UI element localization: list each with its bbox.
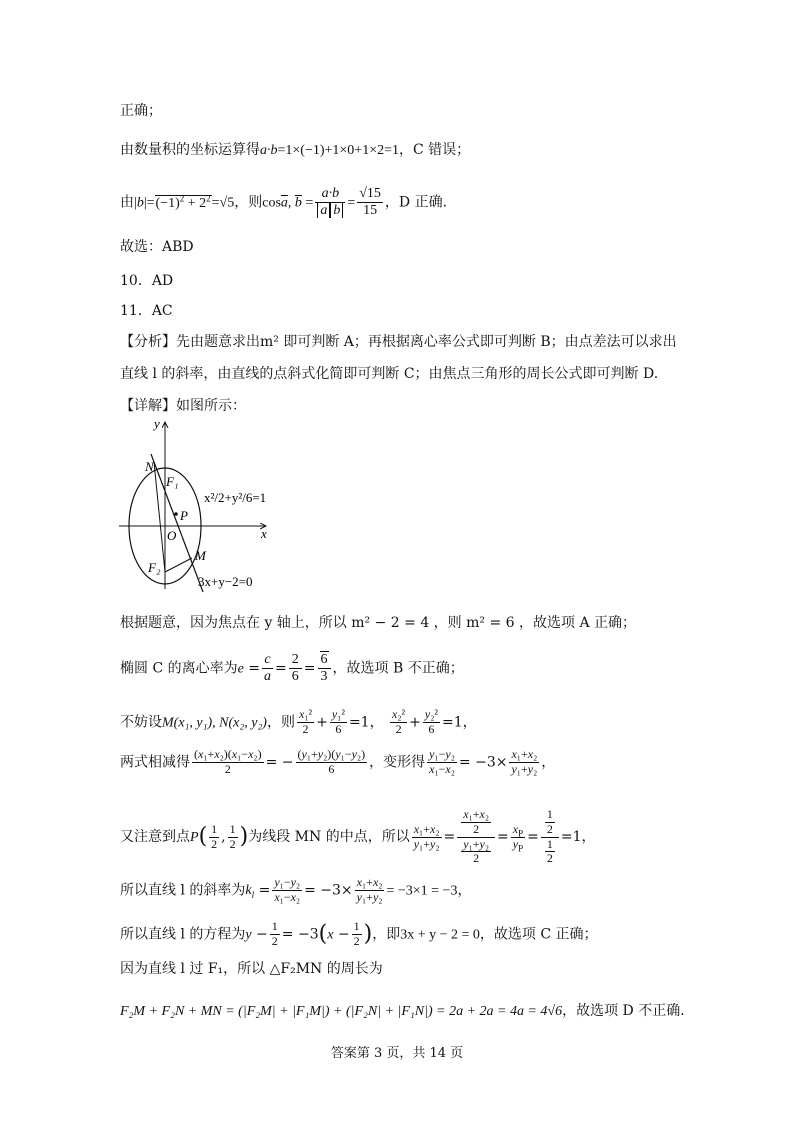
detail-heading: 【详解】如图所示： — [120, 398, 246, 414]
label-y: y — [154, 416, 160, 431]
step-midpoint: 又注意到点P( $\frac{1}{2}$ , $\frac{1}{2}$ )为线段 MN 的中点，所以 $\frac{\text{x₁+x₂}}{\text{y₁+y₂}}$ = $\frac{\frac{\text{x₁+x₂}}{2}}{\frac{\text{y₁+y₂}}{2}}$ = $\frac{x_P}{y_P}$ = $\frac{\frac{1}{2}}{\frac{1}{2}}$ =1， — [120, 807, 596, 866]
step-perimeter — [120, 1004, 685, 1019]
step-subtract-prefix: 两式相减得 — [120, 754, 190, 771]
answer-11: 11．AC — [120, 303, 173, 319]
step-slope: 所以直线 l 的斜率为$k_l$ = $\frac{\text{y₁−y₂}}{\text{x₁−x₂}}$ = −3× $\frac{\text{x₁+x₂}}{\text{y₁+y₂}}$ = −3×1 = −3， — [120, 875, 472, 904]
step-slope-expr: = −3×1 = −3 — [386, 883, 458, 899]
step-subtract-mid: ，变形得 — [369, 754, 426, 771]
analysis-line-1: 【分析】先由题意求出m² 即可判断 A；再根据离心率公式即可判断 B；由点差法可以求出 — [120, 334, 677, 350]
label-f2: F₂ — [148, 560, 161, 575]
point-p — [174, 512, 178, 516]
choice-line: 故选：ABD — [120, 239, 194, 255]
answer-10: 10．AD — [120, 273, 174, 289]
dot-product-vectors: a·b — [260, 143, 278, 158]
step-line-mid: ，即 — [372, 926, 401, 943]
step-set: 不妨设M(x₁, y₁), N(x₂, y₂)，则 $\frac{\text{x₁²}}{2}$ + $\frac{\text{y₁²}}{6}$ =1， $\frac{\text{x₂²}}{2}$ + $\frac{\text{y₂²}}{6}$ =1， — [120, 707, 477, 736]
norm-mid: ，则 — [234, 194, 263, 211]
dot-product-line — [120, 143, 470, 158]
cos-expr: $\cos\overline{a}$, $\overline{b}$ = — [262, 195, 314, 211]
step-set-prefix: 不妨设 — [120, 714, 162, 731]
norm-suffix: ，D 正确. — [384, 194, 448, 211]
ellipse-figure — [114, 414, 284, 594]
norm-b: $|b|=(-1)^2 + 2^2$ — [134, 192, 211, 211]
label-f1: F₁ — [166, 474, 179, 489]
page-footer: 答案第 3 页，共 14 页 — [330, 1046, 464, 1061]
dot-product-expr: =1×(−1)+1×0+1×2=1 — [277, 143, 399, 158]
step-line: 所以直线 l 的方程为y − $\frac{1}{2}$ = −3(x − $\frac{1}{2}$ )，即3x + y − 2 = 0，故选项 C 正确； — [120, 919, 598, 948]
step-slope-prefix: 所以直线 l 的斜率为 — [120, 882, 246, 899]
step-a: 根据题意，因为焦点在 y 轴上，所以 m² − 2 = 4 ，则 m² = 6 ，故选项 A 正确； — [120, 615, 637, 631]
label-p: P — [180, 508, 188, 523]
segment-f2-n — [154, 462, 165, 572]
step-perimeter-suffix: ，故选项 D 不正确. — [562, 1003, 685, 1019]
step-perimeter-expr: F₂M + F₂N + MN = (|F₂M| + |F₁M|) + (|F₂N| + |F₁N|) = 2a + 2a = 4a = 4√6 — [120, 1004, 563, 1019]
step-line-prefix: 所以直线 l 的方程为 — [120, 926, 246, 943]
dot-product-prefix: 由数量积的坐标运算得 — [120, 142, 260, 158]
analysis-line-2: 直线 l 的斜率，由直线的点斜式化简即可判断 C；由焦点三角形的周长公式即可判断 D. — [120, 366, 659, 382]
step-line-eq: 3x + y − 2 = 0 — [400, 927, 480, 943]
norm-prefix: 由 — [120, 194, 134, 211]
label-m: M — [195, 548, 206, 563]
cos-fraction: $\frac{a\cdot b}{\overline{a} \overline{b}}$ — [315, 186, 345, 219]
step-mid-prefix: 又注意到点 — [120, 829, 190, 846]
step-set-mid: ，则 — [266, 714, 295, 731]
step-subtract: 两式相减得 $\frac{\text{(x₁+x₂)(x₁−x₂)}}{2}$ = − $\frac{\text{(y₁+y₂)(y₁−y₂)}}{6}$ ，变形得 $\frac{\text{y₁−y₂}}{\text{x₁−x₂}}$ = −3× $\frac{\text{x₁+x₂}}{\text{y₁+y₂}}$ ， — [120, 747, 556, 776]
step-mid-mid: 为线段 MN 的中点，所以 — [248, 829, 410, 846]
line-equation: 3x+y−2=0 — [198, 574, 253, 589]
step-perimeter-intro: 因为直线 l 过 F₁，所以 △F₂MN 的周长为 — [120, 961, 383, 977]
dot-product-suffix: ，C 错误； — [399, 142, 471, 158]
norm-line: 由$|b|=(-1)^2 + 2^2=√5$，则$\cos\overline{a}$, $\overline{b}$ = $\frac{a\cdot b}{\overline{a} \overline{b}}$ = $\frac{√15}{15}$ ，D 正确. — [120, 186, 448, 219]
step-line-suffix: ，故选项 C 正确； — [479, 926, 598, 943]
step-b-prefix: 椭圆 C 的离心率为 — [120, 660, 238, 677]
label-o: O — [167, 528, 177, 543]
ellipse-equation: x²/2+y²/6=1 — [204, 490, 267, 505]
step-b: 椭圆 C 的离心率为e = $\frac{c}{a}$ = $\frac{2}{6}$ = $\frac{6}{3}$ ，故选项 B 不正确； — [120, 652, 464, 685]
step-b-suffix: ，故选项 B 不正确； — [332, 660, 464, 677]
step-set-points: M(x₁, y₁), N(x₂, y₂) — [162, 715, 267, 731]
label-x: x — [261, 526, 267, 541]
label-n: N — [145, 459, 154, 474]
norm-expr: =√5 — [211, 195, 235, 211]
text-correct: 正确； — [120, 103, 162, 119]
cos-value: $\frac{√15}{15}$ — [359, 186, 381, 219]
